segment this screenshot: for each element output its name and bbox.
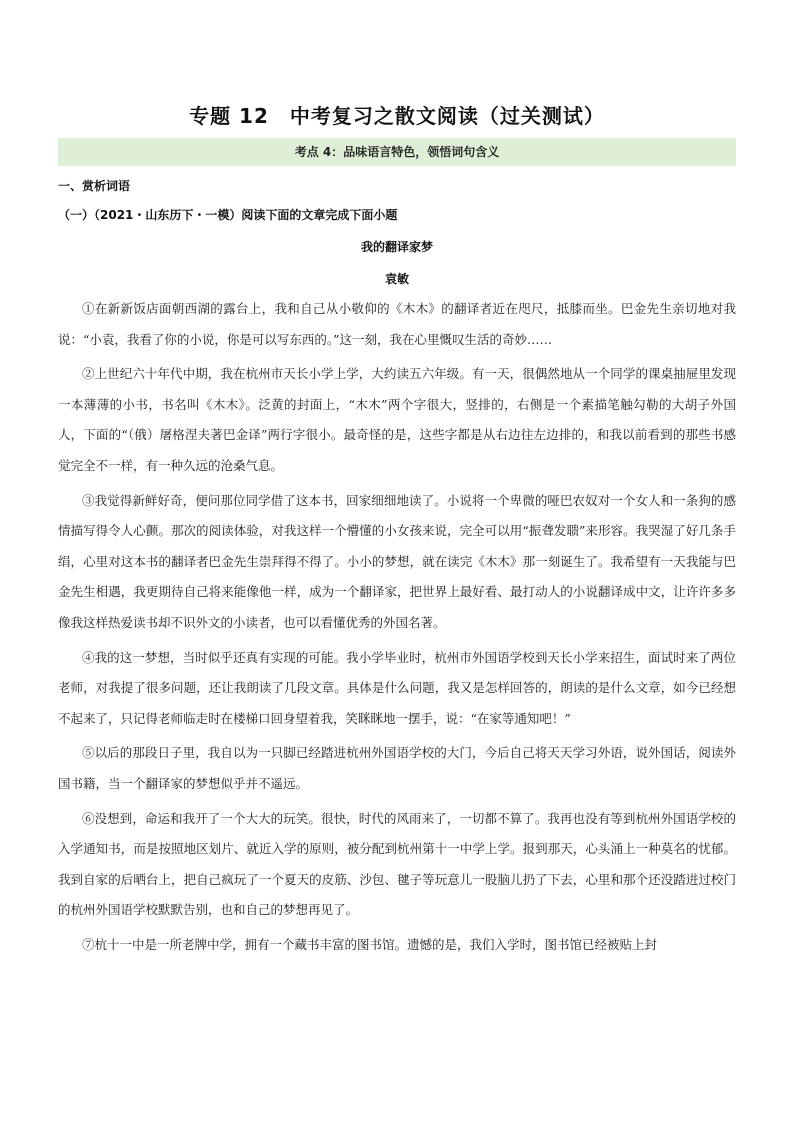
paragraph-6: ⑥没想到，命运和我开了一个大大的玩笑。很快，时代的风雨来了，一切都不算了。我再也没有等到杭州外国语学校的入学通知书，而是按照地区划片、就近入学的原则，被分配到杭州第十一中学上学。报到那天，心头涌上一种莫名的忧郁。我到自家的后晒台上，把自己疯玩了一个夏天的皮筋、沙包、毽子等玩意儿一股脑儿扔了下去，心里和那个还没踏进过校门的杭州外国语学校默默告别，也和自己的梦想再见了。 [58,810,736,918]
topic-banner: 考点 4：品味语言特色，领悟词句含义 [58,138,736,166]
article-author: 袁敏 [384,272,409,286]
paragraph-2: ②上世纪六十年代中期，我在杭州市天长小学上学，大约读五六年级。有一天，很偶然地从一个同学的课桌抽屉里发现一本薄薄的小书，书名叫《木木》。泛黄的封面上，“木木”两个字很大，竖排的，右侧是一个素描笔触勾勒的大胡子外国人，下面的“（俄）屠格涅夫著巴金译”两行字很小。最奇怪的是，这些字都是从右边往左边排的，和我以前看到的那些书感觉完全不一样，有一种久远的沧桑气息。 [58,366,736,473]
section-heading: 一、赏析词语 [58,179,131,193]
paragraph-3: ③我觉得新鲜好奇，便问那位同学借了这本书，回家细细地读了。小说将一个卑微的哑巴农奴对一个女人和一条狗的感情描写得令人心颤。那次的阅读体验，对我这样一个懵懂的小女孩来说，完全可以用“振聋发聩”来形容。我哭湿了好几条手绢，心里对这本书的翻译者巴金先生崇拜得不得了。小小的梦想，就在读完《木木》那一刻诞生了。我希望有一天我能与巴金先生相遇，我更期待自己将来能像他一样，成为一个翻译家，把世界上最好看、最打动人的小说翻译成中文，让许许多多像我这样热爱读书却不识外文的小读者，也可以看懂优秀的外国名著。 [58,492,736,630]
paragraph-7: ⑦杭十一中是一所老牌中学，拥有一个藏书丰富的图书馆。遗憾的是，我们入学时，图书馆已经被贴上封 [82,936,658,952]
article-body [58,294,736,964]
paragraph-5: ⑤以后的那段日子里，我自以为一只脚已经踏进杭州外国语学校的大门，今后自己将天天学习外语，说外国话，阅读外国书籍，当一个翻译家的梦想似乎并不遥远。 [58,745,736,791]
document-title: 专题 12 中考复习之散文阅读（过关测试） [189,104,605,128]
article-title: 我的翻译家梦 [360,240,433,254]
paragraph-4: ④我的这一梦想，当时似乎还真有实现的可能。我小学毕业时，杭州市外国语学校到天长小学来招生，面试时来了两位老师，对我提了很多问题，还让我朗读了几段文章。具体是什么问题，我又是怎样回答的，朗读的是什么文章，如今已经想不起来了，只记得老师临走时在楼梯口回身望着我，笑眯眯地一摆手，说：“在家等通知吧！” [58,649,736,726]
paragraph-1: ①在新新饭店面朝西湖的露台上，我和自己从小敬仰的《木木》的翻译者近在咫尺，抵膝而坐。巴金先生亲切地对我说：“小袁，我看了你的小说，你是可以写东西的。”这一刻，我在心里慨叹生活的奇妙…… [58,301,736,347]
question-intro: （一）（2021・山东历下・一模）阅读下面的文章完成下面小题 [58,208,398,222]
